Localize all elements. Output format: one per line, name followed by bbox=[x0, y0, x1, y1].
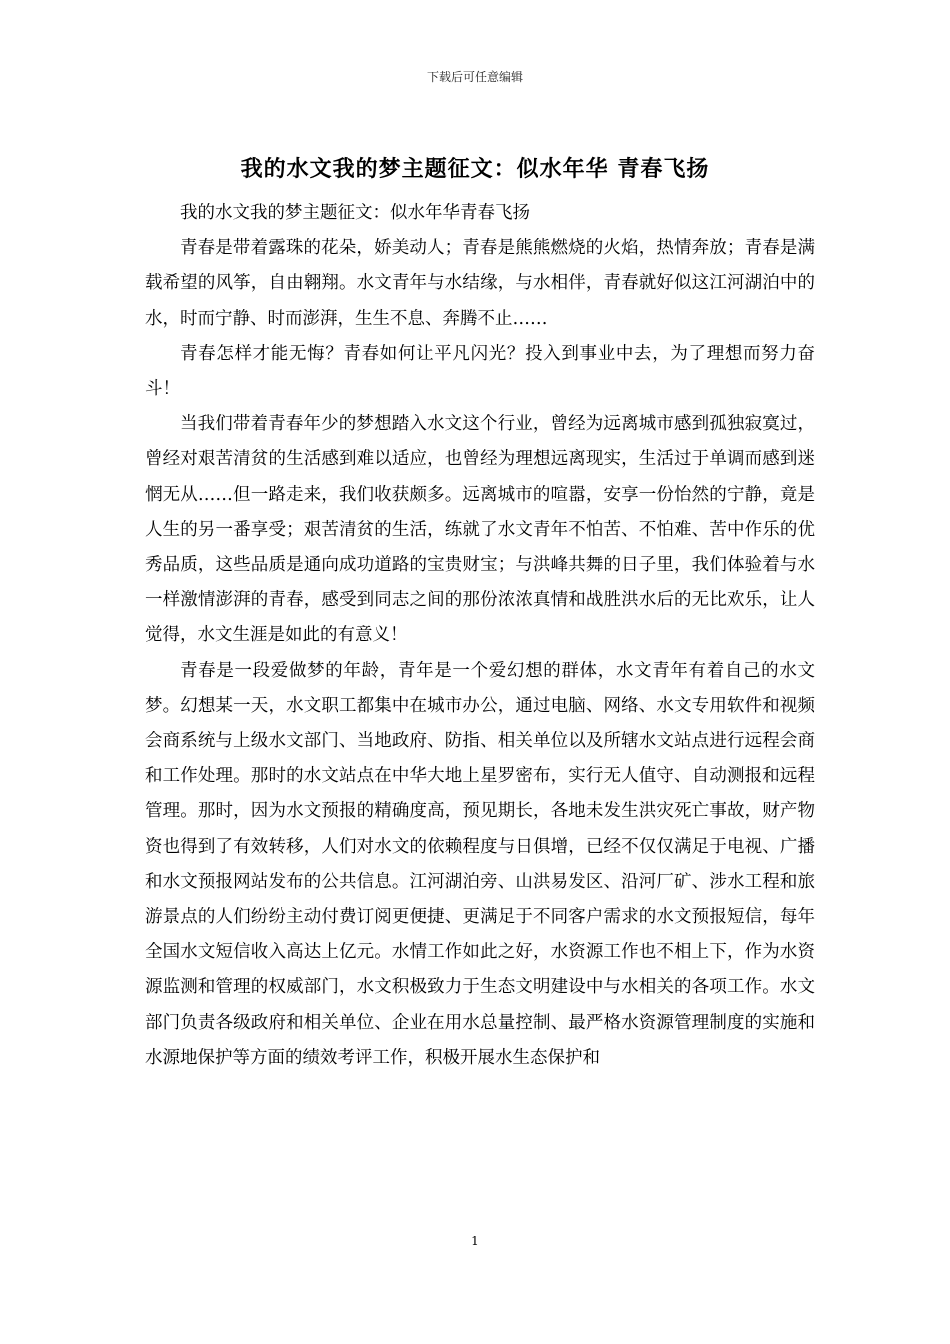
paragraph: 青春是一段爱做梦的年龄，青年是一个爱幻想的群体，水文青年有着自己的水文梦。幻想某一天，水文职工都集中在城市办公，通过电脑、网络、水文专用软件和视频会商系统与上级水文部门、当地政府、防指、相关单位以及所辖水文站点进行远程会商和工作处理。那时的水文站点在中华大地上星罗密布，实行无人值守、自动测报和远程管理。那时，因为水文预报的精确度高，预见期长，各地未发生洪灾死亡事故，财产物资也得到了有效转移，人们对水文的依赖程度与日俱增，已经不仅仅满足于电视、广播和水文预报网站发布的公共信息。江河湖泊旁、山洪易发区、沿河厂矿、涉水工程和旅游景点的人们纷纷主动付费订阅更便捷、更满足于不同客户需求的水文预报短信，每年全国水文短信收入高达上亿元。水情工作如此之好，水资源工作也不相上下，作为水资源监测和管理的权威部门，水文积极致力于生态文明建设中与水相关的各项工作。水文部门负责各级政府和相关单位、企业在用水总量控制、最严格水资源管理制度的实施和水源地保护等方面的绩效考评工作，积极开展水生态保护和 bbox=[145, 660, 815, 1068]
paragraph-subtitle: 我的水文我的梦主题征文：似水年华青春飞扬 bbox=[180, 203, 530, 223]
paragraph: 青春是带着露珠的花朵，娇美动人；青春是熊熊燃烧的火焰，热情奔放；青春是满载希望的风筝，自由翱翔。水文青年与水结缘，与水相伴，青春就好似这江河湖泊中的水，时而宁静、时而澎湃，生生不息、奔腾不止…… bbox=[145, 238, 815, 329]
document-body bbox=[145, 196, 815, 1076]
document-title: 我的水文我的梦主题征文：似水年华 青春飞扬 bbox=[240, 156, 710, 182]
paragraph: 当我们带着青春年少的梦想踏入水文这个行业，曾经为远离城市感到孤独寂寞过，曾经对艰苦清贫的生活感到难以适应，也曾经为理想远离现实，生活过于单调而感到迷惘无从……但一路走来，我们收获颇多。远离城市的喧嚣，安享一份怡然的宁静，竟是人生的另一番享受；艰苦清贫的生活，练就了水文青年不怕苦、不怕难、苦中作乐的优秀品质，这些品质是通向成功道路的宝贵财宝；与洪峰共舞的日子里，我们体验着与水一样激情澎湃的青春，感受到同志之间的那份浓浓真情和战胜洪水后的无比欢乐，让人觉得，水文生涯是如此的有意义！ bbox=[145, 414, 815, 646]
page-header: 下载后可任意编辑 bbox=[426, 70, 523, 84]
page-number: 1 bbox=[471, 1234, 479, 1248]
paragraph: 青春怎样才能无悔？青春如何让平凡闪光？投入到事业中去，为了理想而努力奋斗！ bbox=[145, 343, 815, 400]
